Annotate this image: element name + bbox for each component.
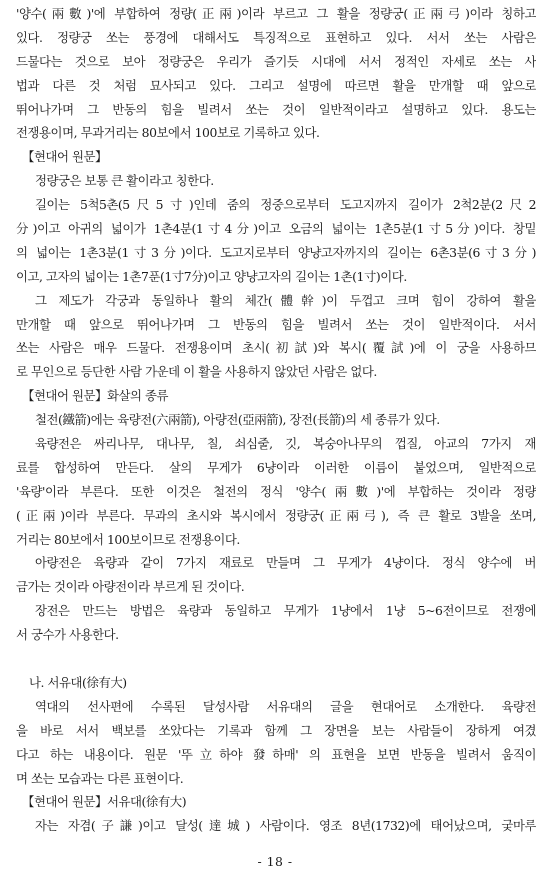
text-line: 이고, 고자의 넓이는 1촌7푼(1寸7分)이고 양냥고자의 길이는 1촌(1寸)이다.	[16, 268, 407, 284]
text-line: 법과 다른 것 처럼 묘사되고 있다. 그리고 설명에 따르면 활을 만개할 때 앞으로	[16, 77, 536, 93]
text-line: 거리는 80보에서 100보이므로 전쟁용이다.	[16, 531, 240, 547]
text-line: 分)이고 아귀의 넓이가 1촌4분(1寸4分)이고 오금의 넓이는 1촌5분(1寸5分)이다. 창밑	[16, 221, 536, 237]
text-line: 철전(鐵箭)에는 육량전(六兩箭), 아량전(亞兩箭), 장전(長箭)의 세 종류가 있다.	[35, 412, 440, 428]
text-line: 아량전은 육량과 같이 7가지 재료로 만들며 그 무게가 4냥이다. 정식 양수에 버	[35, 555, 536, 571]
section-header: 【현대어 원문】서유대(徐有大)	[22, 794, 187, 810]
section-header: 【현대어 원문】	[22, 149, 107, 165]
text-line: 다고 하는 내용이다. 원문 '뚜立하야 發하매' 의 표현을 보면 반동을 빌려서 움직이	[16, 746, 536, 762]
text-line: 장전은 만드는 방법은 육량과 동일하고 무게가 1냥에서 1냥 5~6전이므로 전쟁에	[35, 603, 536, 619]
section-title: 나. 서유대(徐有大)	[29, 674, 127, 690]
text-line: 뛰어나가며 그 반동의 힘을 빌려서 쏘는 것이 일반적이라고 설명하고 있다. 용도는	[16, 101, 536, 117]
blank-line	[16, 647, 536, 671]
section-header: 【현대어 원문】화살의 종류	[22, 388, 169, 404]
text-line: 드물다는 것으로 보아 정량궁은 우리가 즐기듯 시대에 서서 정적인 자세로 쏘는 사	[16, 53, 536, 69]
text-line: 자는 자겸(子謙)이고 달성(達城) 사람이다. 영조 8년(1732)에 태어났으며, 궂마루	[35, 818, 536, 834]
text-line: 길이는 5척5촌(5尺5寸)인데 줌의 정중으로부터 도고지까지 길이가 2척2분(2尺2	[35, 197, 536, 213]
text-line: (正兩)이라 부른다. 무과의 초시와 복시에서 정량궁(正兩弓), 즉 큰 활로 3발을 쏘며,	[16, 507, 536, 523]
text-line: 로 무인으로 등단한 사람 가운데 이 활을 사용하지 않았던 사람은 없다.	[16, 364, 377, 380]
text-line: 만개할 때 앞으로 뛰어나가며 그 반동의 힘을 빌려서 쏘는 것이 일반적이다. 서서	[16, 316, 536, 332]
text-line: 금가는 것이라 아량전이라 부르게 된 것이다.	[16, 579, 245, 595]
text-line: 정량궁은 보통 큰 활이라고 칭한다.	[35, 173, 214, 189]
text-line: 서 궁수가 사용한다.	[16, 627, 119, 643]
body-text	[16, 2, 536, 838]
text-line: 쏘는 사람은 매우 드물다. 전쟁용이며 초시(初試)와 복시(覆試)에 이 궁을 사용하므	[16, 340, 536, 356]
text-line: '육량'이라 부른다. 또한 이것은 철전의 정식 '양수(兩數)'에 부합하는 것이라 정량	[16, 483, 536, 499]
text-line: 육량전은 싸리나무, 대나무, 칠, 쇠심줄, 깃, 복숭아나무의 껍질, 아교의 7가지 재	[35, 436, 536, 452]
text-line: 며 쏘는 모습과는 다른 표현이다.	[16, 770, 184, 786]
text-line: 그 제도가 각궁과 동일하나 활의 체간(體幹)이 두껍고 크며 힘이 강하여 활을	[35, 292, 536, 308]
text-line: 의 넓이는 1촌3분(1寸3分)이다. 도고지로부터 양냥고자까지의 길이는 6촌3분(6寸3分)	[16, 244, 536, 260]
text-line: 있다. 정량궁 쏘는 풍경에 대해서도 특징적으로 표현하고 있다. 서서 쏘는 사람은	[16, 29, 536, 45]
text-line: 을 바로 서서 백보를 쏘았다는 기록과 함께 그 장면을 보는 사람들이 장하게 여겼	[16, 722, 536, 738]
text-line: '양수(兩數)'에 부합하여 정량(正兩)이라 부르고 그 활을 정량궁(正兩弓)이라 칭하고	[16, 6, 536, 21]
text-line: 료를 합성하여 만든다. 살의 무게가 6냥이라 이러한 이름이 붙었으며, 일반적으로	[16, 459, 536, 475]
text-line: 역대의 선사편에 수록된 달성사람 서유대의 글을 현대어로 소개한다. 육량전	[35, 698, 536, 714]
text-line: 전쟁용이며, 무과거리는 80보에서 100보로 기록하고 있다.	[16, 125, 320, 141]
page-number: - 18 -	[257, 854, 293, 869]
